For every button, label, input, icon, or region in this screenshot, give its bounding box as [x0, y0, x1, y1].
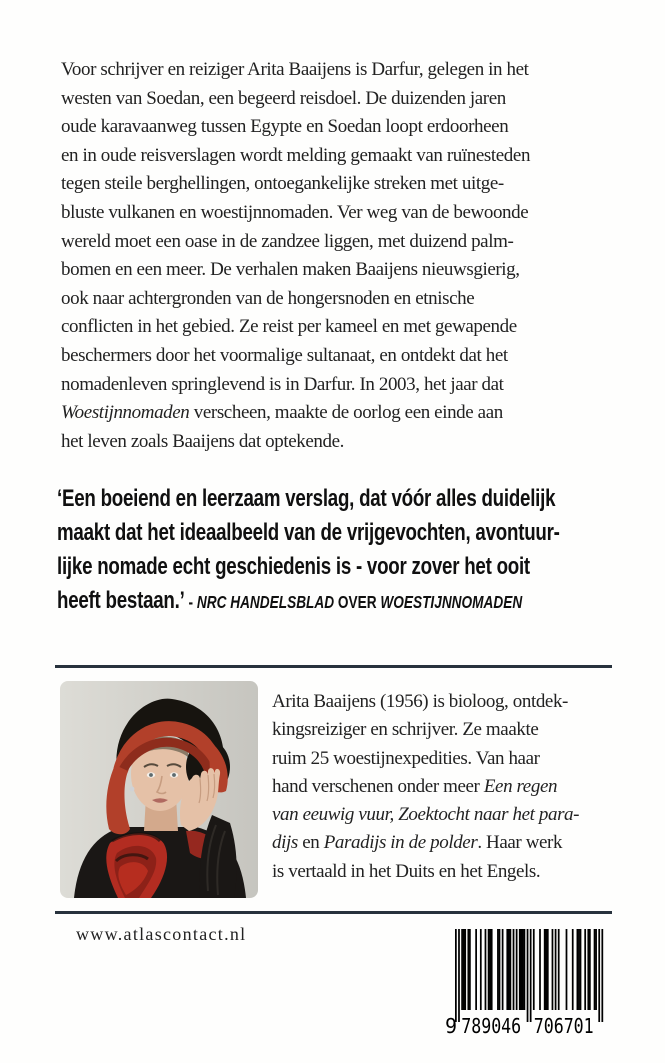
barcode-digits: 789046 [461, 1014, 522, 1036]
text-line: ook naar achtergronden van de hongersnoden en etnische [61, 287, 475, 309]
text-line: bomen en een meer. De verhalen maken Baaijens nieuwsgierig, [61, 259, 520, 281]
text-line: bluste vulkanen en woestijnnomaden. Ver weg van de bewoonde [61, 201, 529, 223]
barcode-bar [510, 929, 512, 1010]
barcode-bar [508, 929, 510, 1010]
barcode-bar [580, 929, 582, 1010]
text-line: is vertaald in het Duits en het Engels. [272, 860, 541, 882]
text-line: kingsreiziger en schrijver. Ze maakte [272, 719, 539, 741]
barcode-bar [522, 929, 524, 1010]
author-portrait-illustration [60, 681, 258, 898]
divider-top [55, 665, 612, 668]
barcode-bar [463, 929, 465, 1010]
barcode-bar [489, 929, 491, 1010]
barcode-bar [480, 929, 482, 1010]
barcode-bar [491, 929, 493, 1010]
barcode-bar [545, 929, 547, 1010]
barcode-bar [589, 929, 591, 1010]
barcode-bar [485, 929, 487, 1010]
text-line: Arita Baaijens (1956) is bioloog, ontdek- [272, 691, 568, 712]
barcode-bar [544, 929, 546, 1010]
text-line: Voor schrijver en reiziger Arita Baaijens is Darfur, gelegen in het [61, 59, 529, 80]
barcode-bar [584, 929, 586, 1010]
barcode-bar [577, 929, 579, 1010]
barcode-bar [524, 929, 526, 1010]
earring [130, 787, 135, 792]
text-line: heeft bestaan.’ - NRC HANDELSBLAD OVER WOESTIJNNOMADEN [57, 587, 523, 614]
text-line: en in oude reisverslagen wordt melding gemaakt van ruïnesteden [61, 144, 531, 166]
barcode-bar [601, 929, 603, 1022]
text-line: ‘Een boeiend en leerzaam verslag, dat vóór alles duidelijk [57, 485, 556, 512]
barcode-bar [555, 929, 557, 1010]
text-line: oude karavaanweg tussen Egypte en Soedan loopt erdoorheen [61, 116, 509, 138]
barcode-bar [552, 929, 554, 1010]
barcode-bar [506, 929, 508, 1010]
barcode-bar [527, 929, 529, 1022]
barcode-bar [497, 929, 499, 1010]
barcode-bar [594, 929, 596, 1010]
text-line: ruim 25 woestijnexpedities. Van haar [272, 747, 540, 769]
publisher-website: www.atlascontact.nl [76, 924, 247, 944]
author-photo [60, 681, 258, 898]
text-line: het leven zoals Baaijens dat optekende. [61, 430, 345, 452]
text-line: dijs en Paradijs in de polder. Haar werk [272, 832, 563, 854]
barcode-bar [566, 929, 568, 1010]
barcode-bar [578, 929, 580, 1010]
barcode-bar [513, 929, 515, 1010]
barcode-bar [475, 929, 477, 1010]
barcode-bar [547, 929, 549, 1010]
barcode-digits: 706701 [533, 1014, 594, 1036]
barcode-bar [461, 929, 463, 1010]
text-line: Woestijnnomaden verscheen, maakte de oorlog een einde aan [61, 402, 503, 424]
author-bio [272, 688, 632, 886]
barcode-bar [598, 929, 600, 1022]
barcode-bar [572, 929, 574, 1010]
barcode-bar [488, 929, 490, 1010]
barcode-bar [455, 929, 457, 1022]
barcode-bar [469, 929, 471, 1010]
text-line: wereld moet een oase in de zandzee liggen, met duizend palm- [61, 230, 514, 252]
review-quote [57, 482, 609, 619]
barcode-bar [502, 929, 504, 1010]
text-line: westen van Soedan, een begeerd reisdoel. De duizenden jaren [61, 87, 506, 109]
text-line: tegen steile berghellingen, ontoegankelijke streken met uitge- [61, 173, 504, 195]
isbn-barcode [445, 929, 605, 1036]
text-line: lijke nomade echt geschiedenis is - voor zover het ooit [57, 553, 530, 580]
barcode-bar [520, 929, 522, 1010]
barcode-bar [530, 929, 532, 1022]
synopsis-paragraph [61, 56, 606, 456]
divider-bottom [55, 911, 612, 914]
barcode-bar [499, 929, 501, 1010]
barcode-bar [458, 929, 460, 1022]
barcode-digits: 9 [445, 1014, 458, 1036]
barcode-bar [587, 929, 589, 1010]
text-line: hand verschenen onder meer Een regen [272, 775, 558, 797]
text-line: conflicten in het gebied. Ze reist per kameel en met gewapende [61, 316, 517, 338]
barcode-bar [558, 929, 560, 1010]
barcode-bar [464, 929, 466, 1010]
text-line: nomadenleven springlevend is in Darfur. In 2003, het jaar dat [61, 373, 504, 395]
barcode-bar [539, 929, 541, 1010]
text-line: maakt dat het ideaalbeeld van de vrijgevochten, avontuur- [57, 519, 560, 546]
text-line: van eeuwig vuur, Zoektocht naar het para- [272, 804, 580, 826]
barcode-bar [519, 929, 521, 1010]
barcode-bar [516, 929, 518, 1010]
text-line: beschermers door het voormalige sultanaat, en ontdekt dat het [61, 344, 508, 366]
barcode-bar [533, 929, 535, 1010]
barcode-bar [595, 929, 597, 1010]
barcode-bar [467, 929, 469, 1010]
